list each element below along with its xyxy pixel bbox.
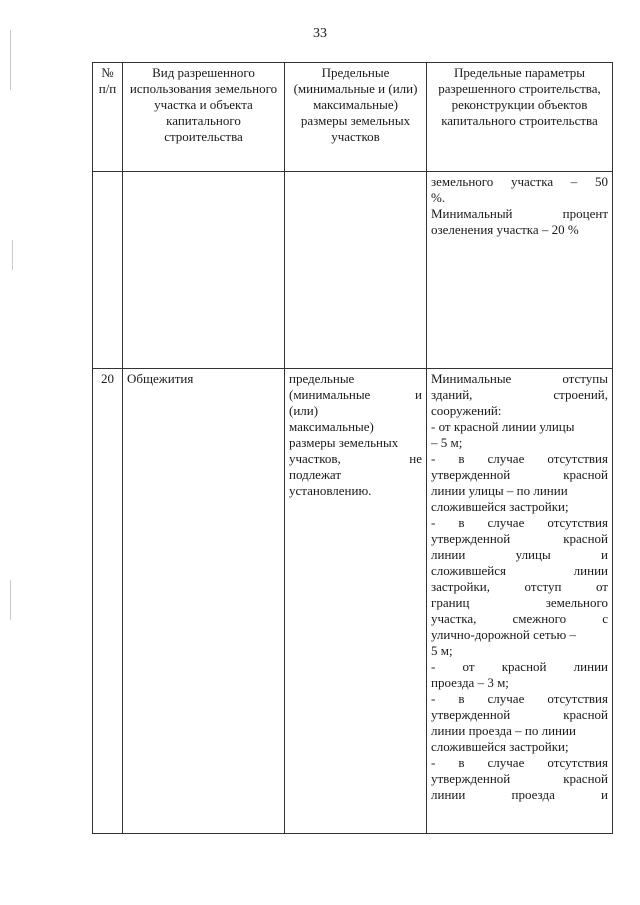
- header-plot-sizes: Предельные (минимальные и (или) максимальные) размеры земельных участков: [285, 63, 427, 172]
- header-number: № п/п: [93, 63, 123, 172]
- text-line: - в случае отсутствия: [431, 691, 608, 706]
- table-row: [93, 172, 613, 369]
- cell-construction-params: [427, 369, 613, 834]
- text-line: - от красной линии: [431, 659, 608, 674]
- text-line: линии улицы и: [431, 547, 608, 562]
- text-line: утвержденной красной: [431, 707, 608, 722]
- text-line: утвержденной красной: [431, 771, 608, 786]
- text-line: улично-дорожной сетью –: [431, 627, 576, 642]
- text-line: зданий, строений,: [431, 387, 608, 402]
- margin-mark: [10, 30, 11, 90]
- text-line: земельного участка – 50: [431, 174, 608, 189]
- margin-mark: [12, 240, 13, 270]
- page-number: 33: [313, 26, 327, 41]
- text-line: установлению.: [289, 483, 372, 498]
- text-line: застройки, отступ от: [431, 579, 608, 594]
- cell-plot-sizes: [285, 369, 427, 834]
- text-line: - в случае отсутствия: [431, 515, 608, 530]
- text-line: сооружений:: [431, 403, 502, 418]
- text-line: Минимальные отступы: [431, 371, 608, 386]
- text-line: 5 м;: [431, 643, 453, 658]
- text-line: размеры земельных: [289, 435, 399, 450]
- text-line: сложившейся застройки;: [431, 499, 569, 514]
- margin-mark: [10, 580, 11, 620]
- text-line: предельные: [289, 371, 355, 386]
- text-line: линии улицы – по линии: [431, 483, 568, 498]
- text-line: сложившейся линии: [431, 563, 608, 578]
- text-line: - в случае отсутствия: [431, 451, 608, 466]
- cell-number: 20: [93, 369, 123, 834]
- text-line: (минимальные и: [289, 387, 422, 402]
- text-line: подлежат: [289, 467, 342, 482]
- text-line: утвержденной красной: [431, 467, 608, 482]
- text-line: проезда – 3 м;: [431, 675, 509, 690]
- text-line: участков, не: [289, 451, 422, 466]
- text-line: границ земельного: [431, 595, 608, 610]
- text-line: утвержденной красной: [431, 531, 608, 546]
- header-use-type: Вид разрешенного использования земельного участка и объекта капитального строительства: [123, 63, 285, 172]
- text-line: %.: [431, 190, 446, 205]
- text-line: - от красной линии улицы: [431, 419, 575, 434]
- cell-number: [93, 172, 123, 369]
- land-use-table: [92, 62, 613, 834]
- text-line: озеленения участка – 20 %: [431, 222, 579, 237]
- text-line: - в случае отсутствия: [431, 755, 608, 770]
- text-line: Минимальный процент: [431, 206, 608, 221]
- text-line: линии проезда – по линии: [431, 723, 576, 738]
- text-line: максимальные): [289, 419, 374, 434]
- text-line: участка, смежного с: [431, 611, 608, 626]
- cell-use-type: Общежития: [123, 369, 285, 834]
- text-line: линии проезда и: [431, 787, 608, 802]
- table-header-row: [93, 63, 613, 172]
- table-row: [93, 369, 613, 834]
- text-line: (или): [289, 403, 319, 418]
- header-construction-params: Предельные параметры разрешенного строительства, реконструкции объектов капитального строительства: [427, 63, 613, 172]
- cell-use-type: [123, 172, 285, 369]
- text-line: – 5 м;: [431, 435, 463, 450]
- cell-construction-params: [427, 172, 613, 369]
- text-line: сложившейся застройки;: [431, 739, 569, 754]
- cell-plot-sizes: [285, 172, 427, 369]
